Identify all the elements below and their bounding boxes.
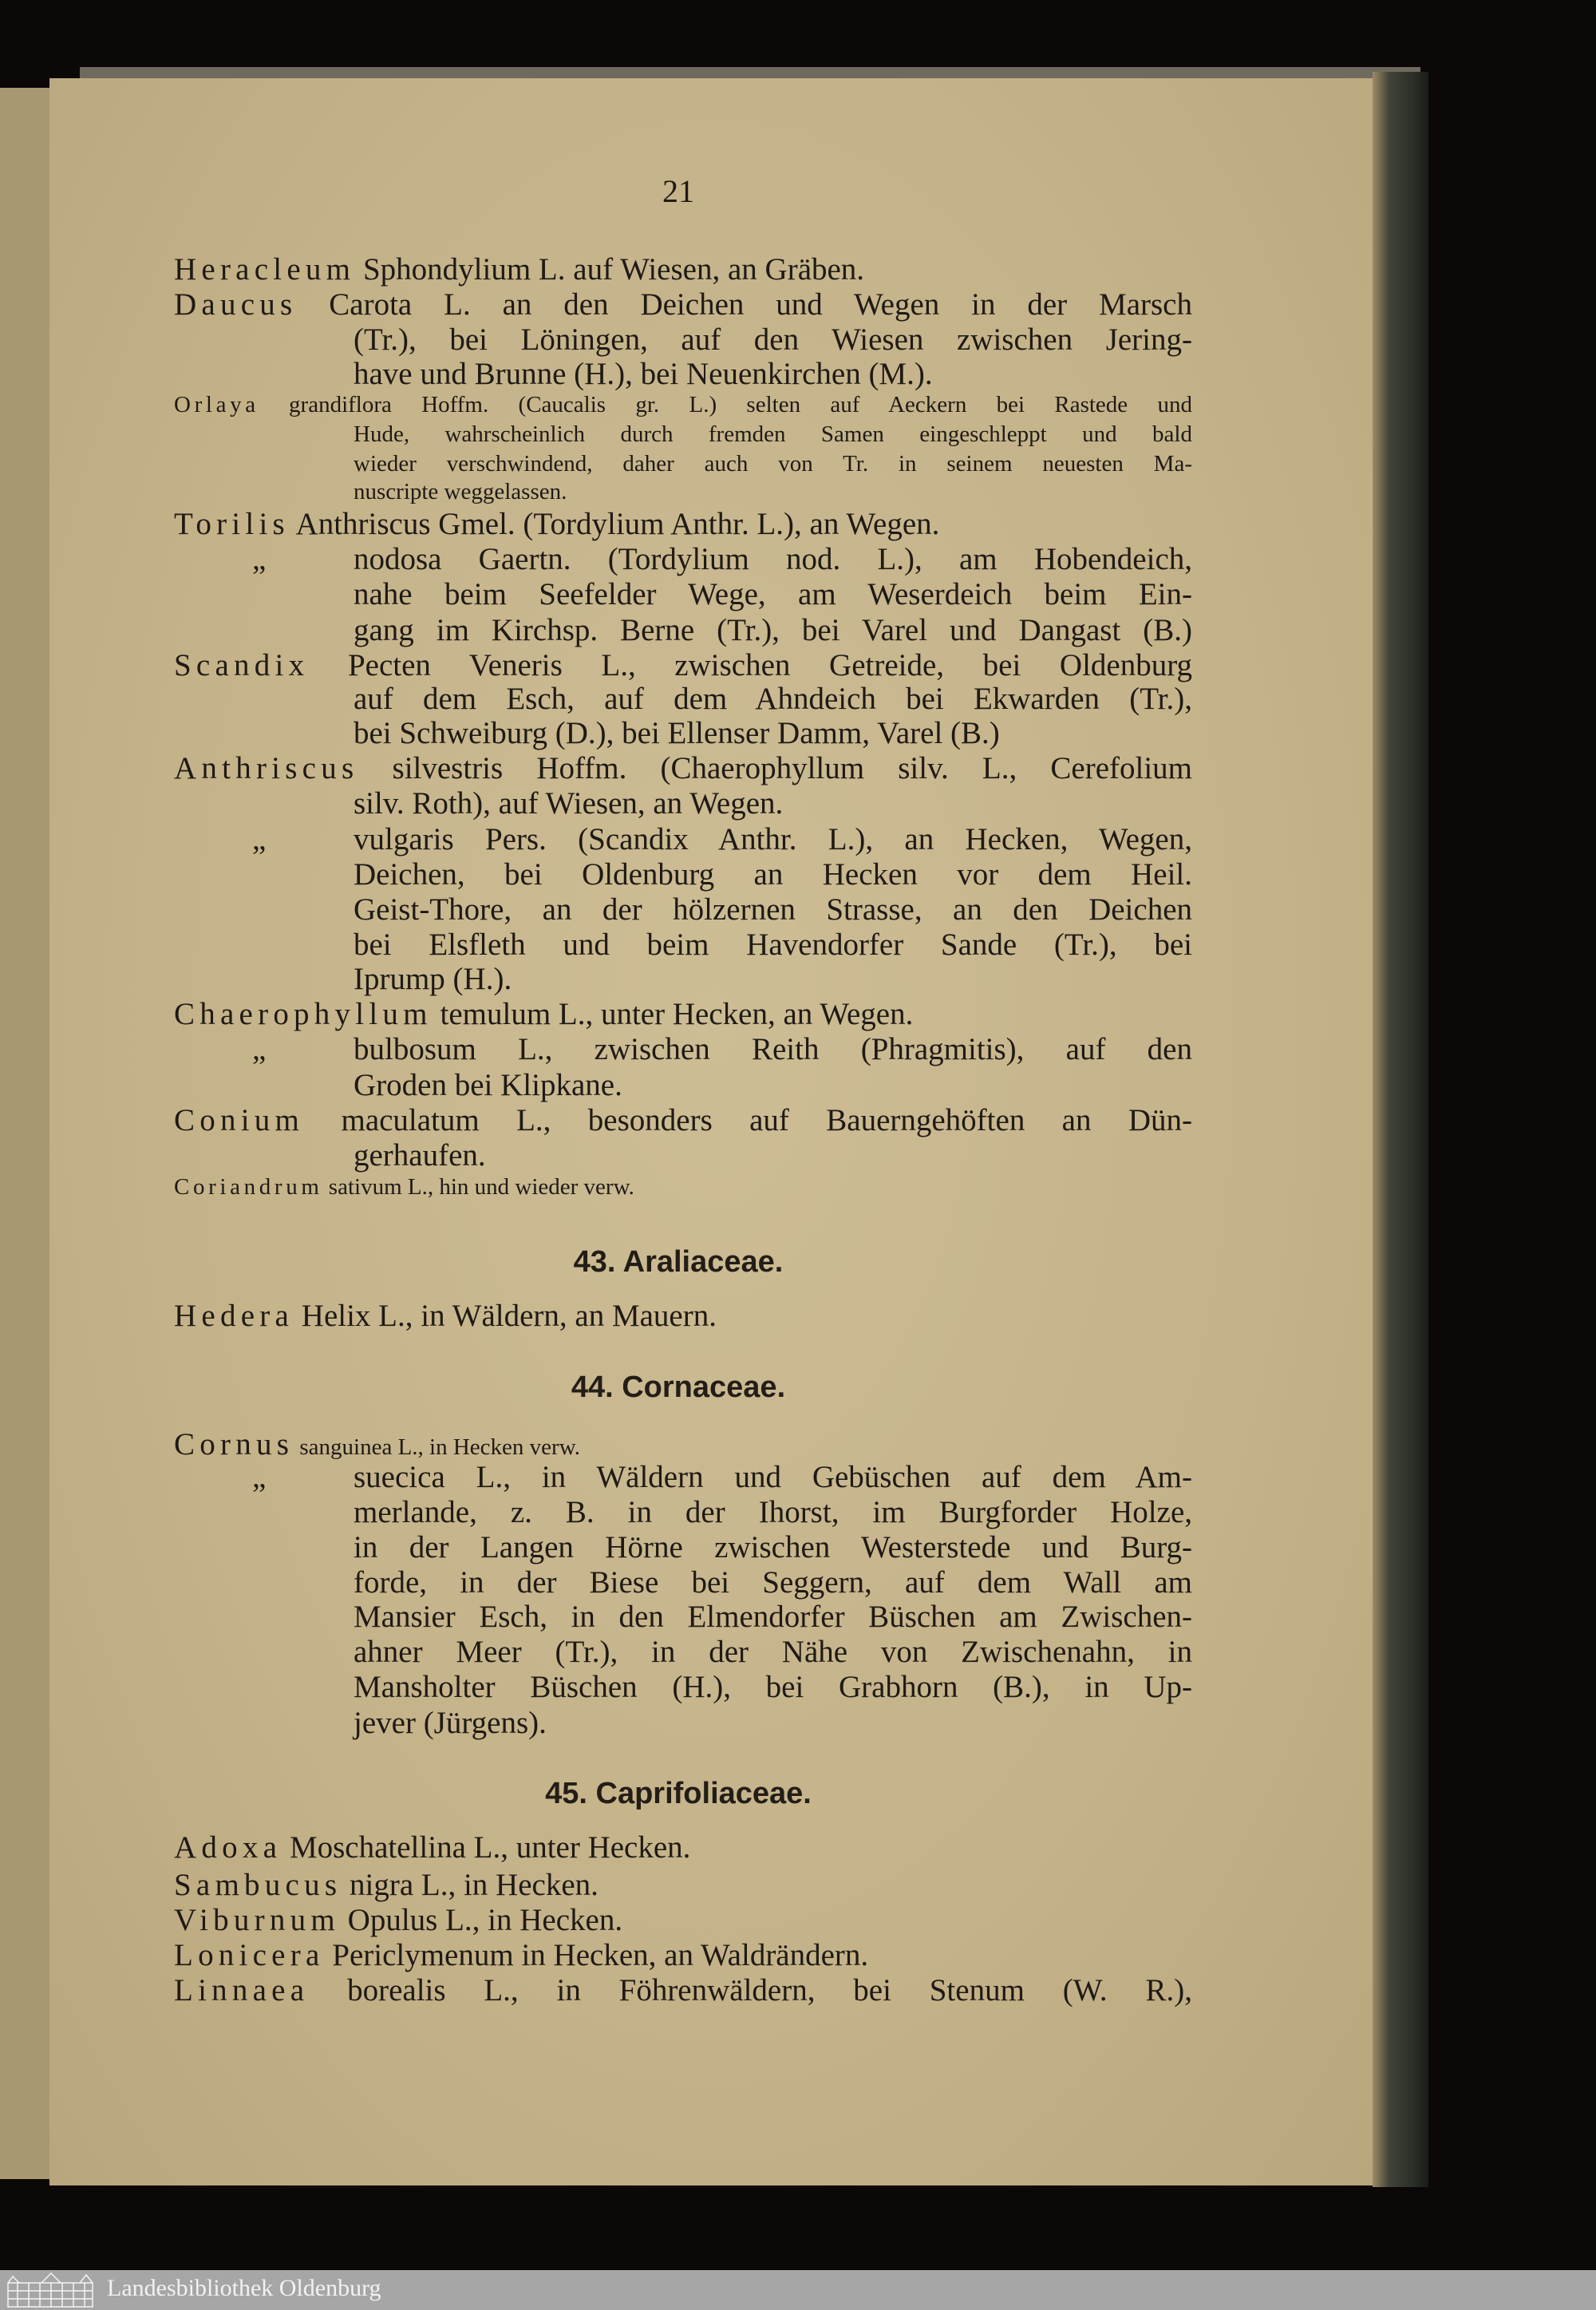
genus: Scandix	[174, 648, 310, 682]
entry-line: forde, in der Biese bei Seggern, auf dem Wall am	[354, 1565, 1192, 1600]
entry-orlaya	[174, 390, 1192, 419]
entry-text: sativum L., hin und wieder verw.	[322, 1174, 634, 1200]
genus: Heracleum	[174, 252, 356, 287]
genus: Linnaea	[174, 1973, 310, 2007]
entry-line: nodosa Gaertn. (Tordylium nod. L.), am Hobendeich,	[354, 542, 1192, 576]
genus: Orlaya	[174, 392, 259, 417]
page-number: 21	[662, 173, 694, 209]
entry-line: in der Langen Hörne zwischen Westerstede und Burg-	[354, 1530, 1192, 1564]
entry-text: temulum L., unter Hecken, an Wegen.	[432, 997, 914, 1031]
entry-text: Opulus L., in Hecken.	[339, 1903, 623, 1937]
entry-line: Hude, wahrscheinlich durch fremden Samen eingeschleppt und bald	[354, 421, 1192, 447]
genus: Lonicera	[174, 1938, 325, 1972]
entry-line: silv. Roth), auf Wiesen, an Wegen.	[354, 786, 784, 821]
library-name: Landesbibliothek Oldenburg	[107, 2275, 381, 2301]
ditto-mark: „	[252, 822, 267, 856]
entry-text: Moschatellina L., unter Hecken.	[282, 1830, 691, 1865]
section-heading-caprifoliaceae: 45. Caprifoliaceae.	[545, 1777, 812, 1810]
entry-line: jever (Jürgens).	[354, 1706, 547, 1740]
entry-line: Mansier Esch, in den Elmendorfer Büschen am Zwischen-	[354, 1600, 1192, 1634]
entry-hedera	[174, 1299, 1192, 1334]
ditto-mark: „	[252, 542, 267, 576]
entry-line: merlande, z. B. in der Ihorst, im Burgforder Holze,	[354, 1495, 1192, 1529]
entry-daucus	[174, 287, 1192, 322]
genus: Hedera	[174, 1299, 294, 1333]
entry-viburnum	[174, 1903, 1192, 1938]
entry-text: Carota L. an den Deichen und Wegen in der Marsch	[297, 287, 1192, 322]
genus: Conium	[174, 1103, 305, 1137]
footer-bar	[0, 2270, 1596, 2310]
entry-line: Iprump (H.).	[354, 962, 512, 996]
genus: Torilis	[174, 507, 290, 541]
entry-anthriscus	[174, 751, 1192, 786]
entry-text: maculatum L., besonders auf Bauerngehöften an Dün-	[304, 1103, 1192, 1137]
entry-line: suecica L., in Wäldern und Gebüschen auf dem Am-	[354, 1460, 1192, 1494]
entry-text: grandiflora Hoffm. (Caucalis gr. L.) selten auf Aeckern bei Rastede und	[259, 392, 1192, 417]
entry-text: Pecten Veneris L., zwischen Getreide, bei Oldenburg	[309, 648, 1192, 682]
library-building-icon	[6, 2272, 96, 2308]
entry-line: nahe beim Seefelder Wege, am Weserdeich beim Ein-	[354, 577, 1192, 611]
left-page-edge	[0, 88, 49, 2179]
genus: Cornus	[174, 1427, 294, 1462]
entry-text: Helix L., in Wäldern, an Mauern.	[294, 1299, 717, 1333]
entry-text: Anthriscus Gmel. (Tordylium Anthr. L.), an Wegen.	[289, 507, 940, 541]
entry-text: borealis L., in Föhrenwäldern, bei Stenum (W. R.),	[309, 1973, 1192, 2007]
section-heading-araliaceae: 43. Araliaceae.	[573, 1245, 784, 1279]
entry-line: gerhaufen.	[354, 1138, 486, 1173]
entry-line: ahner Meer (Tr.), in der Nähe von Zwischenahn, in	[354, 1635, 1192, 1669]
entry-torilis	[174, 507, 1192, 542]
entry-text: Sphondylium L. auf Wiesen, an Gräben.	[355, 252, 865, 287]
entry-text: sanguinea L., in Hecken verw.	[294, 1434, 580, 1460]
entry-line: have und Brunne (H.), bei Neuenkirchen (M.).	[354, 357, 933, 391]
genus: Chaerophyllum	[174, 997, 433, 1031]
genus: Coriandrum	[174, 1174, 323, 1200]
book-binding	[1373, 72, 1428, 2187]
genus: Viburnum	[174, 1903, 340, 1937]
entry-text: Periclymenum in Hecken, an Waldrändern.	[324, 1938, 869, 1972]
entry-line: bei Schweiburg (D.), bei Ellenser Damm, Varel (B.)	[354, 716, 1000, 750]
entry-line: bulbosum L., zwischen Reith (Phragmitis), auf den	[354, 1032, 1192, 1066]
genus: Sambucus	[174, 1868, 342, 1902]
entry-heracleum	[174, 252, 1192, 287]
entry-lonicera	[174, 1938, 1192, 1973]
entry-line: vulgaris Pers. (Scandix Anthr. L.), an Hecken, Wegen,	[354, 822, 1192, 856]
entry-line: nuscripte weggelassen.	[354, 479, 567, 504]
entry-line: Deichen, bei Oldenburg an Hecken vor dem Heil.	[354, 857, 1192, 892]
entry-adoxa	[174, 1830, 1192, 1865]
entry-line: wieder verschwindend, daher auch von Tr. in seinem neuesten Ma-	[354, 451, 1192, 477]
entry-linnaea	[174, 1973, 1192, 2008]
genus: Daucus	[174, 287, 298, 322]
ditto-mark: „	[252, 1460, 267, 1494]
entry-sambucus	[174, 1868, 1192, 1903]
entry-line: auf dem Esch, auf dem Ahndeich bei Ekwarden (Tr.),	[354, 682, 1192, 716]
genus: Anthriscus	[174, 751, 359, 785]
entry-scandix	[174, 648, 1192, 683]
entry-cornus	[174, 1427, 1192, 1462]
entry-line: gang im Kirchsp. Berne (Tr.), bei Varel und Dangast (B.)	[354, 613, 1192, 647]
entry-conium	[174, 1103, 1192, 1138]
entry-chaerophyllum	[174, 997, 1192, 1032]
genus: Adoxa	[174, 1830, 282, 1865]
entry-line: Mansholter Büschen (H.), bei Grabhorn (B.), in Up-	[354, 1670, 1192, 1704]
entry-line: bei Elsfleth und beim Havendorfer Sande (Tr.), bei	[354, 928, 1192, 962]
entry-line: Geist-Thore, an der hölzernen Strasse, an den Deichen	[354, 892, 1192, 927]
entry-line: Groden bei Klipkane.	[354, 1068, 622, 1102]
ditto-mark: „	[252, 1032, 267, 1066]
entry-text: silvestris Hoffm. (Chaerophyllum silv. L., Cerefolium	[358, 751, 1192, 785]
entry-coriandrum	[174, 1173, 1192, 1201]
entry-text: nigra L., in Hecken.	[342, 1868, 598, 1902]
entry-line: (Tr.), bei Löningen, auf den Wiesen zwischen Jering-	[354, 322, 1192, 357]
section-heading-cornaceae: 44. Cornaceae.	[571, 1371, 786, 1404]
